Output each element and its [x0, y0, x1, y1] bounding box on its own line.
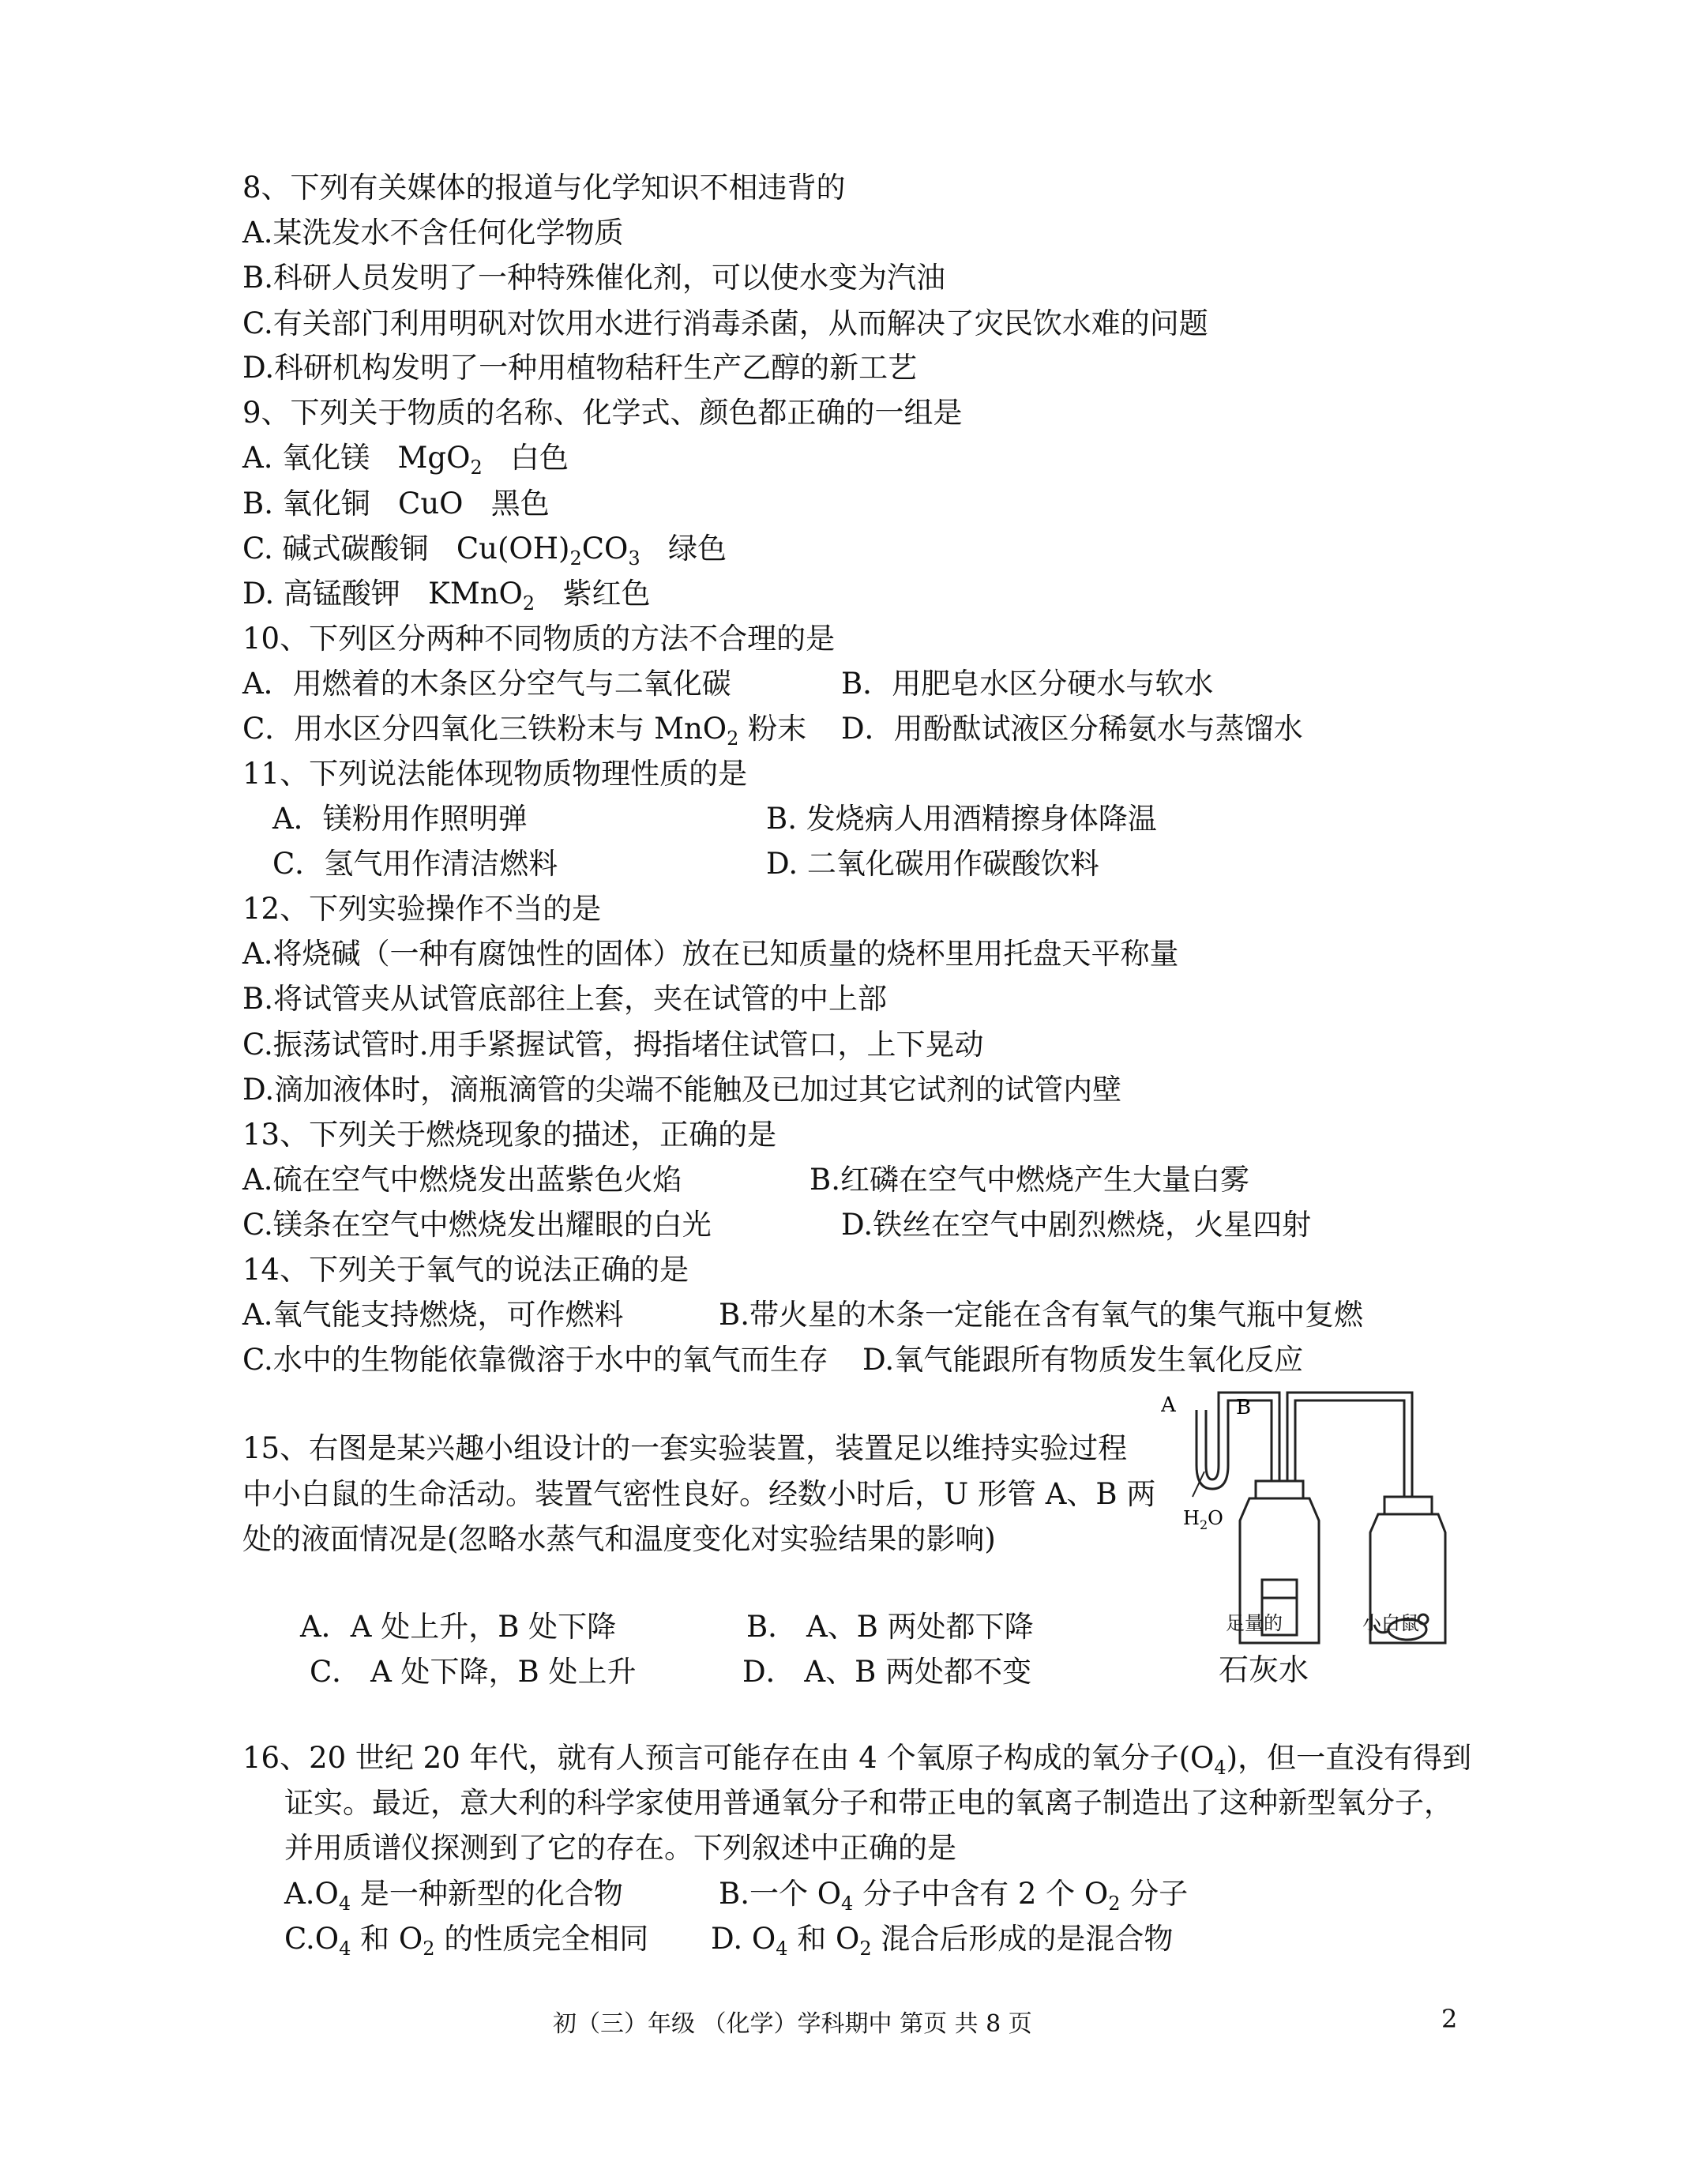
q11-option-c: C．氢气用作清洁燃料: [272, 847, 558, 881]
q15-option-c: C． A 处下降，B 处上升: [310, 1655, 637, 1689]
q11-option-b: B. 发烧病人用酒精擦身体降温: [766, 802, 1157, 836]
bottle-1-stopper: [1256, 1481, 1303, 1498]
q10-option-b: B．用肥皂水区分硬水与软水: [841, 667, 1214, 701]
q15-stem-line2: 中小白鼠的生命活动。装置气密性良好。经数小时后，U 形管 A、B 两: [242, 1477, 1156, 1511]
q16-stem-line2: 证实。最近，意大利的科学家使用普通氧分子和带正电的氧离子制造出了这种新型氧分子，: [284, 1786, 1453, 1820]
label-sufficient: 足量的: [1226, 1612, 1283, 1634]
q14-stem: 14、下列关于氧气的说法正确的是: [242, 1253, 689, 1287]
q15-option-a: A．A 处上升，B 处下降: [300, 1610, 617, 1644]
q9-option-c: C. 碱式碳酸铜 $Cu(OH)_2CO_3$ 绿色: [242, 532, 727, 569]
q15-stem-line3: 处的液面情况是(忽略水蒸气和温度变化对实验结果的影响): [242, 1522, 996, 1556]
q9-option-d: D. 高锰酸钾 KMnO$_2$ 紫红色: [242, 577, 651, 615]
q14-option-c: C.水中的生物能依靠微溶于水中的氧气而生存: [242, 1343, 828, 1377]
label-limewater: 石灰水: [1219, 1652, 1309, 1687]
q12-option-c: C.振荡试管时.用手紧握试管，拇指堵住试管口，上下晃动: [242, 1028, 984, 1062]
q8-option-b: B.科研人员发明了一种特殊催化剂，可以使水变为汽油: [242, 261, 945, 295]
q8-option-d: D.科研机构发明了一种用植物秸秆生产乙醇的新工艺: [242, 351, 918, 385]
label-water: $H_2O$: [1183, 1507, 1223, 1532]
q8-option-a: A.某洗发水不含任何化学物质: [242, 216, 624, 250]
q9-stem: 9、下列关于物质的名称、化学式、颜色都正确的一组是: [242, 396, 963, 430]
label-b: B: [1236, 1396, 1252, 1419]
q11-option-d: D. 二氧化碳用作碳酸饮料: [766, 847, 1099, 881]
q12-option-a: A.将烧碱（一种有腐蚀性的固体）放在已知质量的烧杯里用托盘天平称量: [242, 937, 1179, 971]
q16-stem-line1: 16、20 世纪 20 年代，就有人预言可能存在由 4 个氧原子构成的氧分子$(O_4)$，但一直没有得到: [242, 1741, 1472, 1779]
label-mouse: 小白鼠: [1362, 1612, 1419, 1634]
q15-option-d: D． A、B 两处都不变: [742, 1655, 1032, 1689]
u-tube: [1196, 1402, 1228, 1489]
q12-stem: 12、下列实验操作不当的是: [242, 892, 602, 926]
q12-option-b: B.将试管夹从试管底部往上套，夹在试管的中上部: [242, 982, 887, 1016]
q16-stem-line3: 并用质谱仪探测到了它的存在。下列叙述中正确的是: [284, 1831, 956, 1865]
q8-option-c: C.有关部门利用明矾对饮用水进行消毒杀菌，从而解决了灾民饮水难的问题: [242, 306, 1208, 340]
q14-option-b: B.带火星的木条一定能在含有氧气的集气瓶中复燃: [719, 1298, 1363, 1332]
q10-option-d: D．用酚酞试液区分稀氨水与蒸馏水: [841, 712, 1303, 746]
q16-option-c: $C.O_4$ 和 $O_2$ 的性质完全相同: [284, 1922, 649, 1960]
q13-option-b: B.红磷在空气中燃烧产生大量白雾: [810, 1163, 1249, 1197]
q16-option-a: $A.O_4$ 是一种新型的化合物: [284, 1877, 623, 1915]
q10-option-c: C．用水区分四氧化三铁粉末与 MnO$_2$ 粉末: [242, 712, 807, 750]
apparatus-diagram: [1161, 1378, 1524, 1647]
page-footer: 初（三）年级 （化学）学科期中 第页 共 8 页: [553, 2010, 1032, 2038]
q13-option-a: A.硫在空气中燃烧发出蓝紫色火焰: [242, 1163, 682, 1197]
q15-option-b: B． A、B 两处都下降: [746, 1610, 1034, 1644]
q16-option-b: B.一个 $O_4$ 分子中含有 2 个 $O_2$ 分子: [719, 1877, 1189, 1915]
q14-option-a: A.氧气能支持燃烧，可作燃料: [242, 1298, 624, 1332]
q10-stem: 10、下列区分两种不同物质的方法不合理的是: [242, 622, 836, 656]
q14-option-d: D.氧气能跟所有物质发生氧化反应: [862, 1343, 1304, 1377]
q9-option-a: A. 氧化镁 MgO$_2$ 白色: [242, 441, 569, 479]
q10-option-a: A．用燃着的木条区分空气与二氧化碳: [242, 667, 731, 701]
q11-stem: 11、下列说法能体现物质物理性质的是: [242, 757, 748, 791]
q13-option-d: D.铁丝在空气中剧烈燃烧，火星四射: [841, 1208, 1312, 1242]
q13-stem: 13、下列关于燃烧现象的描述，正确的是: [242, 1118, 777, 1152]
q9-option-b: B. 氧化铜 CuO 黑色: [242, 487, 550, 521]
q11-option-a: A．镁粉用作照明弹: [272, 802, 528, 836]
q13-option-c: C.镁条在空气中燃烧发出耀眼的白光: [242, 1208, 712, 1242]
label-a: A: [1161, 1393, 1176, 1417]
q8-stem: 8、下列有关媒体的报道与化学知识不相违背的: [242, 171, 846, 205]
q16-option-d: D. $O_4$ 和 $O_2$ 混合后形成的是混合物: [711, 1922, 1174, 1960]
bottle-2-stopper: [1384, 1497, 1432, 1514]
page-number: 2: [1441, 2004, 1458, 2034]
q12-option-d: D.滴加液体时，滴瓶滴管的尖端不能触及已加过其它试剂的试管内壁: [242, 1073, 1122, 1107]
q15-stem-line1: 15、右图是某兴趣小组设计的一套实验装置，装置足以维持实验过程: [242, 1431, 1128, 1465]
connecting-tube-2: [1287, 1393, 1412, 1497]
